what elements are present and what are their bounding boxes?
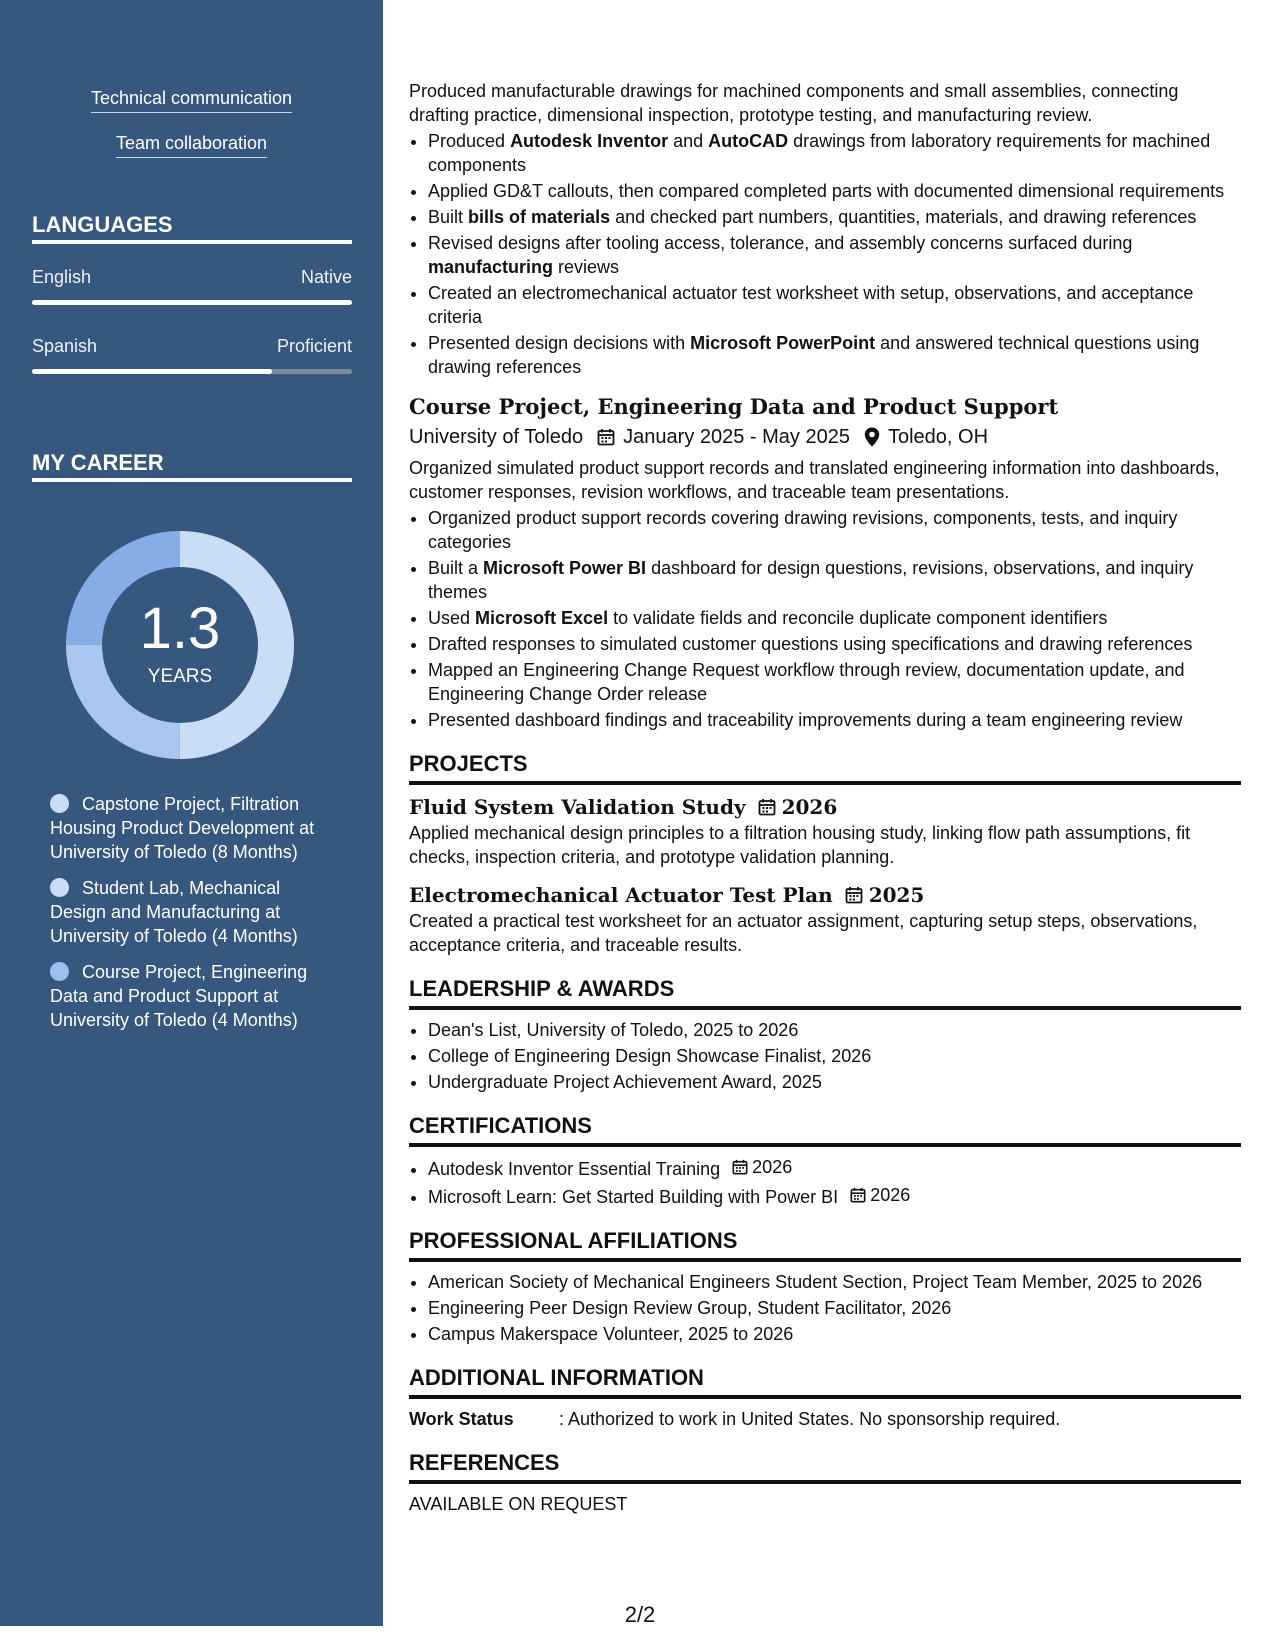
list-item: • Built a Microsoft Power BI dashboard for design questions, revisions, observations, and inquiry themes <box>428 556 1241 604</box>
project-title: Fluid System Validation Study 2026 <box>409 795 838 819</box>
list-item: • Organized product support records covering drawing revisions, components, tests, and inquiry categories <box>428 506 1241 554</box>
skill-item: Team collaboration <box>0 133 383 158</box>
calendar-icon <box>845 886 863 904</box>
main-content <box>409 79 1241 1516</box>
work-status <box>409 1407 1241 1431</box>
experience-summary: Produced manufacturable drawings for machined components and small assemblies, connecting drafting practice, dimensional inspection, prototype testing, and manufacturing review. <box>409 81 1179 125</box>
list-item: • Dean's List, University of Toledo, 2025 to 2026 <box>428 1018 1241 1042</box>
work-status-label: Work Status <box>409 1409 514 1429</box>
list-item: • Presented design decisions with Microsoft PowerPoint and answered technical questions using drawing references <box>428 331 1241 379</box>
job-dates: January 2025 - May 2025 <box>623 426 850 448</box>
list-item: • Applied GD&T callouts, then compared completed parts with documented dimensional requirements <box>428 179 1241 203</box>
career-item: Student Lab, Mechanical Design and Manufacturing at University of Toledo (4 Months) <box>50 878 298 946</box>
awards-list <box>409 1018 1241 1094</box>
legend-dot-icon <box>50 794 69 813</box>
list-item: • Used Microsoft Excel to validate fields and reconcile duplicate component identifiers <box>428 606 1241 630</box>
list-item: • College of Engineering Design Showcase Finalist, 2026 <box>428 1044 1241 1068</box>
language-level: Native <box>300 267 352 287</box>
job-title: Course Project, Engineering Data and Product Support <box>409 394 1059 419</box>
list-item: • Revised designs after tooling access, tolerance, and assembly concerns surfaced during manufacturing reviews <box>428 231 1241 279</box>
project-title: Electromechanical Actuator Test Plan 2025 <box>409 883 925 907</box>
list-item: • Created an electromechanical actuator test worksheet with setup, observations, and acceptance criteria <box>428 281 1241 329</box>
job-meta <box>409 424 1241 450</box>
language-row <box>32 336 352 357</box>
calendar-icon <box>758 798 776 816</box>
project-description: Created a practical test worksheet for an actuator assignment, capturing setup steps, observations, acceptance criteria, and traceable results. <box>409 911 1198 955</box>
career-unit: YEARS <box>147 666 213 687</box>
projects-heading: PROJECTS <box>409 750 1241 785</box>
languages-heading: LANGUAGES <box>32 212 352 244</box>
list-item: • Presented dashboard findings and traceability improvements during a team engineering review <box>428 708 1241 732</box>
language-name: English <box>32 267 92 287</box>
list-item: • American Society of Mechanical Engineers Student Section, Project Team Member, 2025 to 2026 <box>428 1270 1241 1294</box>
page-number: 2/2 <box>624 1602 656 1627</box>
language-row <box>32 267 352 288</box>
list-item: • Campus Makerspace Volunteer, 2025 to 2026 <box>428 1322 1241 1346</box>
work-status-value: : Authorized to work in United States. No sponsorship required. <box>559 1409 1061 1429</box>
affiliations-heading: PROFESSIONAL AFFILIATIONS <box>409 1227 1241 1262</box>
job-location: Toledo, OH <box>887 426 989 448</box>
awards-heading: LEADERSHIP & AWARDS <box>409 975 1241 1010</box>
experience-bullets <box>409 506 1241 732</box>
list-item: • Drafted responses to simulated customer questions using specifications and drawing references <box>428 632 1241 656</box>
calendar-icon <box>597 428 615 446</box>
project-date: 2026 <box>781 795 838 819</box>
experience-bullets <box>409 129 1241 379</box>
additional-info-heading: ADDITIONAL INFORMATION <box>409 1364 1241 1399</box>
career-list <box>50 792 320 1044</box>
job-organization: University of Toledo <box>409 426 584 448</box>
language-bar-fill <box>32 300 352 305</box>
list-item: • Produced Autodesk Inventor and AutoCAD drawings from laboratory requirements for machined components <box>428 129 1241 177</box>
language-bar <box>32 369 352 374</box>
location-pin-icon <box>864 427 880 447</box>
language-bar <box>32 300 352 305</box>
calendar-icon <box>732 1159 748 1175</box>
certifications-list <box>409 1155 1241 1209</box>
project-description: Applied mechanical design principles to a filtration housing study, linking flow path assumptions, fit checks, inspection criteria, and prototype validation planning. <box>409 823 1191 867</box>
language-level: Proficient <box>276 336 352 356</box>
career-item: Capstone Project, Filtration Housing Product Development at University of Toledo (8 Months) <box>50 794 315 862</box>
list-item: • Engineering Peer Design Review Group, Student Facilitator, 2026 <box>428 1296 1241 1320</box>
list-item: • Microsoft Learn: Get Started Building with Power BI 2026 <box>428 1183 1241 1209</box>
legend-dot-icon <box>50 962 69 981</box>
legend-dot-icon <box>50 878 69 897</box>
list-item: • Mapped an Engineering Change Request workflow through review, documentation update, and Engineering Change Order release <box>428 658 1241 706</box>
career-heading: MY CAREER <box>32 450 352 482</box>
sidebar <box>0 0 383 1626</box>
language-name: Spanish <box>32 336 98 356</box>
list-item: • Undergraduate Project Achievement Award, 2025 <box>428 1070 1241 1094</box>
list-item: • Built bills of materials and checked part numbers, quantities, materials, and drawing references <box>428 205 1241 229</box>
affiliations-list <box>409 1270 1241 1346</box>
career-item: Course Project, Engineering Data and Product Support at University of Toledo (4 Months) <box>50 962 308 1030</box>
references-text: AVAILABLE ON REQUEST <box>409 1494 628 1514</box>
experience-summary: Organized simulated product support records and translated engineering information into dashboards, customer responses, revision workflows, and traceable team presentations. <box>409 458 1220 502</box>
skill-item: Technical communication <box>0 88 383 113</box>
career-total: 1.3 <box>139 596 221 661</box>
certifications-heading: CERTIFICATIONS <box>409 1112 1241 1147</box>
list-item: • Autodesk Inventor Essential Training 2026 <box>428 1155 1241 1181</box>
calendar-icon <box>850 1187 866 1203</box>
language-bar-fill <box>32 369 272 374</box>
references-heading: REFERENCES <box>409 1449 1241 1484</box>
project-date: 2025 <box>868 883 925 907</box>
